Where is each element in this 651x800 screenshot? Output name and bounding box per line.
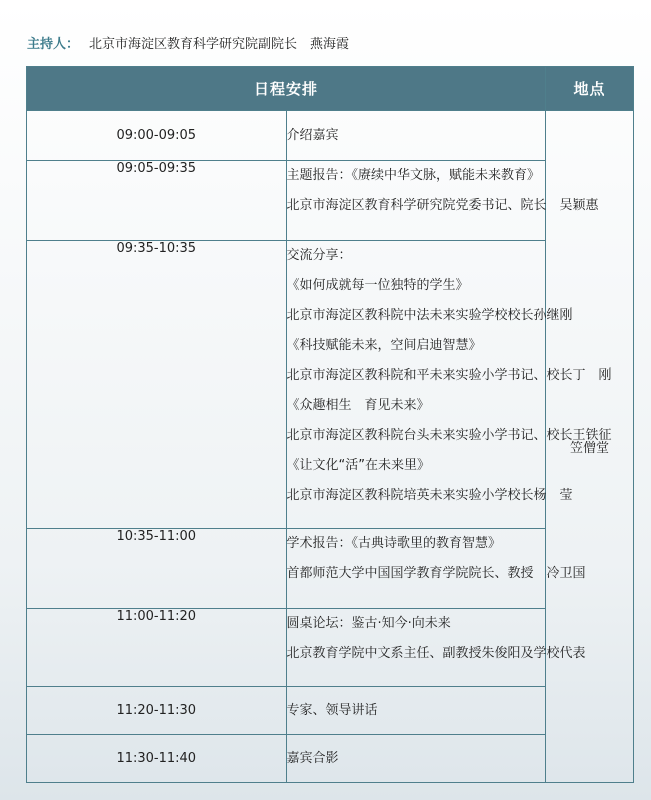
table-row — [27, 609, 634, 687]
table-row — [27, 241, 634, 529]
content-line: 嘉宾合影 — [286, 750, 339, 766]
speaker-name: 孙继刚 — [533, 308, 573, 323]
row-content — [286, 111, 546, 161]
content-line: 交流分享： — [286, 248, 352, 263]
content-line — [286, 361, 612, 391]
speaker-name: 丁 刚 — [572, 368, 612, 383]
table-row — [27, 161, 634, 241]
content-line: 主题报告：《赓续中华文脉，赋能未来教育》 — [286, 168, 541, 183]
speaker-name: 杨 莹 — [533, 488, 573, 503]
row-time: 09:05-09:35 — [27, 161, 287, 241]
row-content — [286, 687, 546, 735]
content-line: 《如何成就每一位独特的学生》 — [286, 278, 469, 293]
content-line: 学术报告：《古典诗歌里的教育智慧》 — [286, 536, 502, 551]
content-line: 北京教育学院中文系主任、副教授朱俊阳及学校代表 — [286, 646, 586, 661]
row-content — [286, 161, 599, 241]
host-label: 主持人： — [27, 37, 80, 52]
host-name: 北京市海淀区教育科学研究院副院长 燕海霞 — [89, 37, 350, 52]
content-line: 首都师范大学中国国学教育学院院长、教授 冷卫国 — [286, 566, 586, 581]
content-line: 圆桌论坛：鉴古·知今·向未来 — [286, 616, 451, 631]
row-time: 11:20-11:30 — [27, 687, 287, 735]
speaker-title: 北京市海淀区教科院台头未来实验小学书记、校长 — [286, 428, 573, 443]
content-line: 《众趣相生 育见未来》 — [286, 398, 430, 413]
table-row — [27, 529, 634, 609]
speaker-title: 北京市海淀区教科院和平未来实验小学书记、校长 — [286, 368, 573, 383]
row-time: 09:35-10:35 — [27, 241, 287, 529]
content-line: 《让文化“活”在未来里》 — [286, 458, 430, 473]
location-cell: 笠僧堂 — [546, 111, 634, 783]
schedule-body — [27, 111, 634, 783]
header-schedule: 日程安排 — [27, 67, 546, 111]
row-time: 11:00-11:20 — [27, 609, 287, 687]
header-location: 地点 — [546, 67, 634, 111]
row-time: 10:35-11:00 — [27, 529, 287, 609]
host-line — [27, 36, 349, 54]
row-content — [286, 735, 546, 783]
table-row — [27, 687, 634, 735]
content-line — [286, 481, 573, 511]
speaker-name: 王铁征 — [572, 428, 612, 443]
table-row — [27, 735, 634, 783]
content-line: 北京市海淀区教育科学研究院党委书记、院长 吴颖惠 — [286, 198, 599, 213]
row-time: 09:00-09:05 — [27, 111, 287, 161]
speaker-title: 北京市海淀区教科院中法未来实验学校校长 — [286, 308, 534, 323]
row-time: 11:30-11:40 — [27, 735, 287, 783]
row-content — [286, 529, 586, 609]
table-header-row — [27, 67, 634, 111]
content-line: 专家、领导讲话 — [286, 702, 378, 718]
content-line: 介绍嘉宾 — [286, 127, 339, 143]
schedule-table — [26, 66, 634, 783]
content-line — [286, 301, 573, 331]
content-line: 《科技赋能未来，空间启迪智慧》 — [286, 338, 482, 353]
speaker-title: 北京市海淀区教科院培英未来实验小学校长 — [286, 488, 534, 503]
table-row — [27, 111, 634, 161]
row-content — [286, 609, 586, 687]
